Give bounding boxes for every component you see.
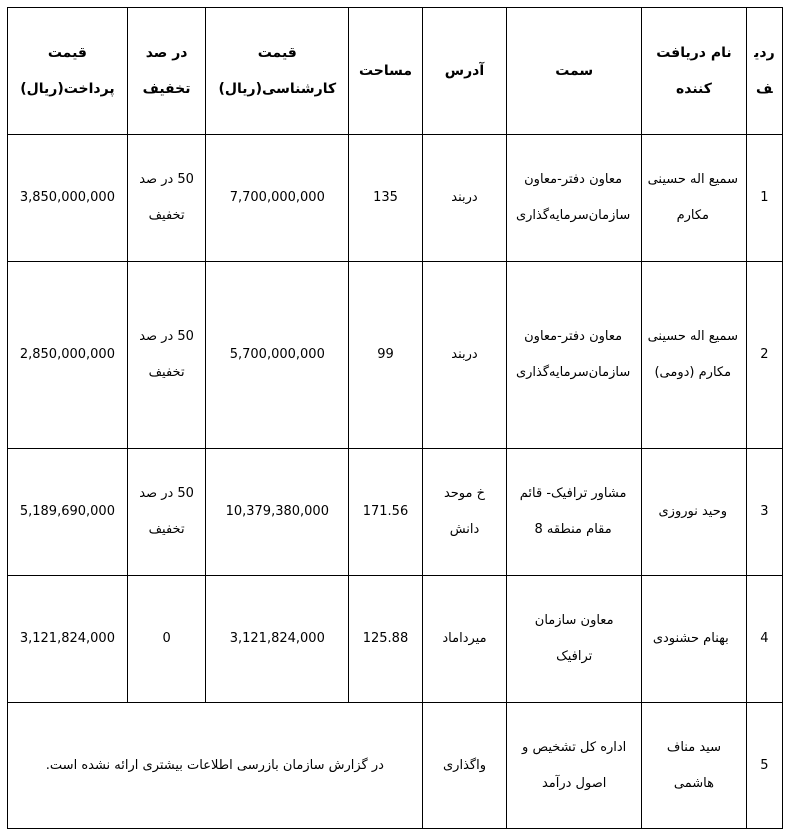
row-number: 2 bbox=[746, 262, 782, 449]
header-address: آدرس bbox=[422, 8, 507, 135]
area: 171.56 bbox=[349, 449, 422, 576]
address: واگذاری bbox=[422, 703, 507, 829]
row-number: 1 bbox=[746, 135, 782, 262]
expert-price: 7,700,000,000 bbox=[206, 135, 349, 262]
recipient-name: بهنام حشنودی bbox=[642, 576, 747, 703]
header-expert-price: قیمت کارشناسی(ریال) bbox=[206, 8, 349, 135]
discount-percent: 50 در صد تخفیف bbox=[127, 449, 206, 576]
address: خ موحد دانش bbox=[422, 449, 507, 576]
address: دربند bbox=[422, 135, 507, 262]
recipient-name: سمیع اله حسینی مکارم bbox=[642, 135, 747, 262]
row-number: 5 bbox=[746, 703, 782, 829]
paid-price: 3,850,000,000 bbox=[8, 135, 128, 262]
table-row bbox=[8, 576, 783, 703]
recipient-name: وحید نوروزی bbox=[642, 449, 747, 576]
table-row bbox=[8, 135, 783, 262]
inspection-note: در گزارش سازمان بازرسی اطلاعات بیشتری ارائه نشده است. bbox=[8, 703, 423, 829]
header-paid-price: قیمت پرداخت(ریال) bbox=[8, 8, 128, 135]
expert-price: 5,700,000,000 bbox=[206, 262, 349, 449]
row-number: 4 bbox=[746, 576, 782, 703]
position: معاون دفتر-معاون سازمان‌سرمایه‌گذاری bbox=[507, 262, 642, 449]
address: میرداماد bbox=[422, 576, 507, 703]
recipient-name: سمیع اله حسینی مکارم (دومی) bbox=[642, 262, 747, 449]
paid-price: 2,850,000,000 bbox=[8, 262, 128, 449]
area: 135 bbox=[349, 135, 422, 262]
paid-price: 3,121,824,000 bbox=[8, 576, 128, 703]
header-discount-percent: در صد تخفیف bbox=[127, 8, 206, 135]
paid-price: 5,189,690,000 bbox=[8, 449, 128, 576]
position: معاون دفتر-معاون سازمان‌سرمایه‌گذاری bbox=[507, 135, 642, 262]
table-row bbox=[8, 449, 783, 576]
position: مشاور ترافیک- قائم مقام منطقه 8 bbox=[507, 449, 642, 576]
position: اداره کل تشخیص و اصول درآمد bbox=[507, 703, 642, 829]
header-position: سمت bbox=[507, 8, 642, 135]
discount-percent: 0 bbox=[127, 576, 206, 703]
position: معاون سازمان ترافیک bbox=[507, 576, 642, 703]
header-area: مساحت bbox=[349, 8, 422, 135]
table-header-row bbox=[8, 8, 783, 135]
recipient-name: سید مناف هاشمی bbox=[642, 703, 747, 829]
row-number: 3 bbox=[746, 449, 782, 576]
discount-percent: 50 در صد تخفیف bbox=[127, 262, 206, 449]
area: 99 bbox=[349, 262, 422, 449]
table-row bbox=[8, 703, 783, 829]
expert-price: 3,121,824,000 bbox=[206, 576, 349, 703]
table-row bbox=[8, 262, 783, 449]
records-table bbox=[7, 7, 783, 829]
discount-percent: 50 در صد تخفیف bbox=[127, 135, 206, 262]
header-recipient-name: نام دریافت کننده bbox=[642, 8, 747, 135]
header-row-number: ردیف bbox=[746, 8, 782, 135]
address: دربند bbox=[422, 262, 507, 449]
expert-price: 10,379,380,000 bbox=[206, 449, 349, 576]
area: 125.88 bbox=[349, 576, 422, 703]
